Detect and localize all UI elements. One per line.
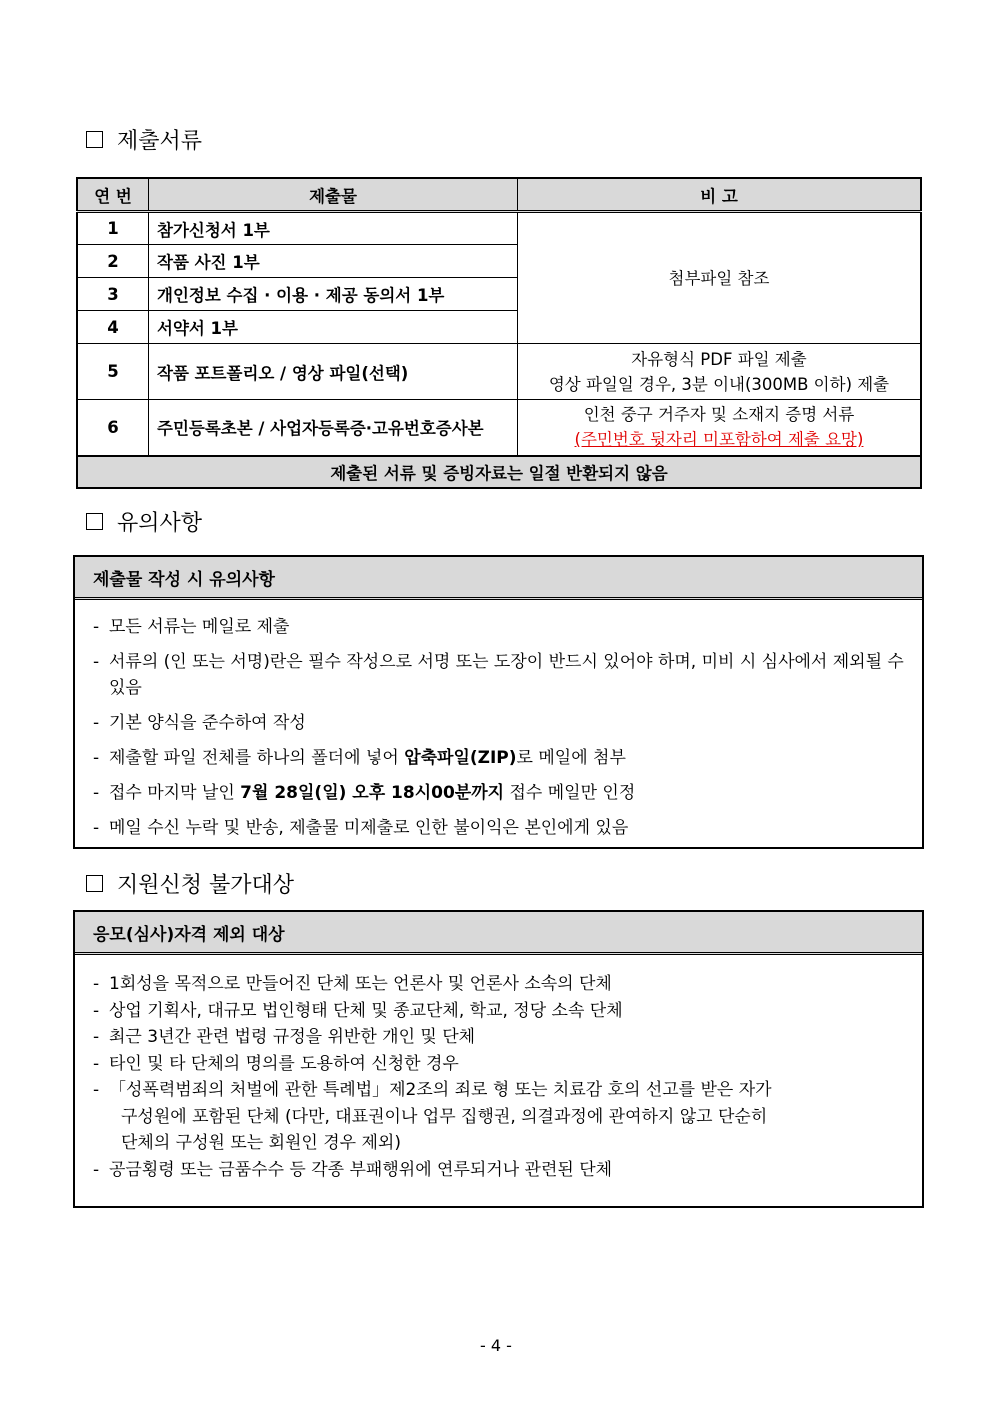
section-title-text: 지원신청 불가대상: [117, 873, 295, 898]
list-item: [93, 1024, 912, 1051]
list-item-text: [109, 1077, 772, 1157]
ineligible-panel-title: 응모(심사)자격 제외 대상: [75, 912, 922, 955]
page-number: - 4 -: [480, 1336, 512, 1355]
table-row: [77, 344, 921, 400]
row-item: 주민등록초본 / 사업자등록증·고유번호증사본: [149, 400, 518, 456]
dash: -: [93, 818, 100, 838]
row-item: 작품 사진 1부: [149, 245, 518, 278]
table-row: [77, 400, 921, 456]
list-item: [93, 1051, 912, 1078]
list-item-text: 최근 3년간 관련 법령 규정을 위반한 개인 및 단체: [109, 1027, 476, 1047]
row-note: 첨부파일 참조: [518, 212, 922, 344]
row-no: 2: [77, 245, 149, 278]
notes-list: [75, 600, 922, 841]
row-no: 3: [77, 278, 149, 311]
note-line: 인천 중구 거주자 및 소재지 증명 서류: [583, 405, 855, 425]
table-footer: 제출된 서류 및 증빙자료는 일절 반환되지 않음: [77, 456, 921, 488]
row-item: 개인정보 수집 · 이용 · 제공 동의서 1부: [149, 278, 518, 311]
dash: -: [93, 748, 100, 768]
text-line: 「성폭력범죄의 처벌에 관한 특례법」제2조의 죄로 형 또는 치료감 호의 선고를 받은 자가: [109, 1080, 772, 1100]
row-no: 5: [77, 344, 149, 400]
row-item: 서약서 1부: [149, 311, 518, 344]
notes-panel: [73, 555, 924, 849]
row-no: 4: [77, 311, 149, 344]
dash: -: [93, 1000, 100, 1021]
list-item: [93, 780, 912, 806]
list-item-text: 메일 수신 누락 및 반송, 제출물 미제출로 인한 불이익은 본인에게 있음: [109, 818, 629, 838]
list-item: [93, 815, 912, 841]
list-item-text: [109, 745, 626, 771]
section-title-ineligible: [86, 868, 294, 899]
table-footer-row: [77, 456, 921, 488]
section-title-text: 제출서류: [117, 129, 203, 154]
list-item-text: 기본 양식을 준수하여 작성: [109, 713, 306, 733]
list-item-text: 서류의 (인 또는 서명)란은 필수 작성으로 서명 또는 도장이 반드시 있어야 하며, 미비 시 심사에서 제외될 수 있음: [109, 652, 904, 698]
row-no: 1: [77, 212, 149, 245]
list-item: [93, 649, 912, 701]
checkbox-square-icon: [86, 513, 103, 530]
dash: -: [93, 1159, 100, 1180]
list-item-text: 공금횡령 또는 금품수수 등 각종 부패행위에 연루되거나 관련된 단체: [109, 1159, 613, 1180]
checkbox-square-icon: [86, 875, 103, 892]
header-item: 제출물: [149, 178, 518, 212]
submission-table: [76, 177, 922, 489]
text-bold: 7월 28일(일) 오후 18시00분까지: [240, 783, 505, 803]
row-no: 6: [77, 400, 149, 456]
text-line: 단체의 구성원 또는 회원인 경우 제외): [121, 1133, 401, 1153]
list-item-text: 1회성을 목적으로 만들어진 단체 또는 언론사 및 언론사 소속의 단체: [109, 974, 612, 994]
notes-panel-title: 제출물 작성 시 유의사항: [75, 557, 922, 600]
dash: -: [93, 783, 100, 803]
dash: -: [93, 1053, 100, 1074]
table-header-row: [77, 178, 921, 212]
dash: -: [93, 652, 100, 672]
list-item-text: [109, 780, 635, 806]
text-part: 접수 마지막 날인: [109, 783, 241, 803]
row-item: 참가신청서 1부: [149, 212, 518, 245]
ineligible-panel: [73, 910, 924, 1208]
list-item: [93, 1157, 912, 1184]
row-note: [518, 344, 922, 400]
list-item: [93, 614, 912, 640]
text-part: 접수 메일만 인정: [504, 783, 636, 803]
note-line: 자유형식 PDF 파일 제출: [631, 349, 807, 369]
list-item: [93, 1077, 912, 1157]
list-item: [93, 710, 912, 736]
text-part: 로 메일에 첨부: [516, 748, 626, 768]
list-item-text: 타인 및 타 단체의 명의를 도용하여 신청한 경우: [109, 1053, 459, 1074]
table-row: [77, 212, 921, 245]
dash: -: [93, 1027, 100, 1047]
note-line: 영상 파일일 경우, 3분 이내(300MB 이하) 제출: [548, 374, 890, 394]
header-note: 비 고: [518, 178, 922, 212]
dash: -: [93, 1080, 100, 1100]
list-item: [93, 998, 912, 1025]
dash: -: [93, 713, 100, 733]
ineligible-list: [75, 955, 922, 1183]
header-no: 연 번: [77, 178, 149, 212]
dash: -: [93, 974, 100, 994]
text-line: 구성원에 포함된 단체 (다만, 대표권이나 업무 집행권, 의결과정에 관여하지 않고 단순히: [121, 1106, 768, 1127]
row-item: 작품 포트폴리오 / 영상 파일(선택): [149, 344, 518, 400]
list-item-text: 모든 서류는 메일로 제출: [109, 617, 290, 637]
text-part: 제출할 파일 전체를 하나의 폴더에 넣어: [109, 748, 405, 768]
section-title-submissions: [86, 124, 202, 155]
row-note: [518, 400, 922, 456]
dash: -: [93, 617, 100, 637]
list-item: [93, 971, 912, 998]
checkbox-square-icon: [86, 131, 103, 148]
section-title-text: 유의사항: [117, 511, 203, 536]
note-line-warning: (주민번호 뒷자리 미포함하여 제출 요망): [574, 430, 864, 450]
list-item: [93, 745, 912, 771]
section-title-notes: [86, 506, 202, 537]
list-item-text: 상업 기획사, 대규모 법인형태 단체 및 종교단체, 학교, 정당 소속 단체: [109, 1000, 623, 1021]
text-bold: 압축파일(ZIP): [404, 748, 517, 768]
